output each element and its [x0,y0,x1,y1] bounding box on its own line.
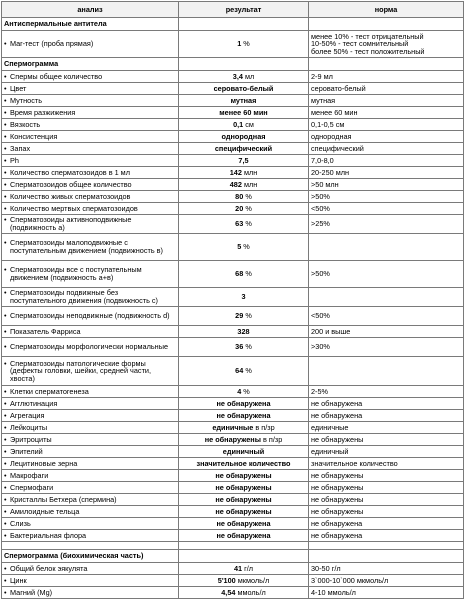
norm-cell [309,563,464,575]
norm-value: единичный [311,446,349,456]
result-cell [179,422,309,434]
analysis-name: • Бактериальная флора [4,532,176,540]
analysis-cell [2,191,179,203]
norm-cell [309,307,464,326]
result-value: 7,5 [238,155,249,165]
result-unit: мкмоль/л [237,575,270,585]
norm-value: менее 10% - тест отрицательный 10-50% - тест сомнительный более 50% - тест положительный [311,31,425,56]
analysis-name: • Цинк [4,577,176,585]
norm-cell [309,234,464,261]
result-cell [179,307,309,326]
table-row [2,434,464,446]
result-cell [179,215,309,234]
norm-cell [309,191,464,203]
norm-cell [309,31,464,58]
result-cell [179,410,309,422]
result-value: однородная [221,131,266,141]
norm-value: >50% [311,269,330,279]
table-row [2,155,464,167]
analysis-cell [2,530,179,542]
analysis-cell [2,338,179,357]
result-cell [179,326,309,338]
table-row [2,506,464,518]
table-row [2,179,464,191]
section-norm-empty [309,18,464,31]
norm-cell [309,518,464,530]
analysis-name: • Клетки сперматогенеза [4,388,176,396]
section-row [2,550,464,563]
norm-value: не обнаружена [311,410,363,420]
result-value: 142 [229,167,242,177]
result-unit: млн [243,167,258,177]
norm-cell [309,215,464,234]
result-unit: % [245,191,252,201]
result-cell [179,95,309,107]
result-value: 0,1 [233,119,244,129]
result-unit: г/л [244,563,254,573]
analysis-cell [2,234,179,261]
norm-value: не обнаружена [311,530,363,540]
result-cell [179,234,309,261]
result-cell [179,179,309,191]
table-row [2,587,464,599]
table-row [2,398,464,410]
table-row [2,357,464,386]
analysis-cell [2,398,179,410]
analysis-name: • Сперматозоиды малоподвижные с поступательным движением (подвижность в) [4,239,176,254]
result-cell [179,386,309,398]
result-value: 5 [237,242,242,252]
result-cell [179,71,309,83]
result-cell [179,470,309,482]
result-value: не обнаружены [215,506,272,516]
norm-cell [309,398,464,410]
analysis-cell [2,215,179,234]
analysis-name: • Ph [4,157,176,165]
analysis-name: • Запах [4,145,176,153]
analysis-name: • Количество живых сперматозоидов [4,193,176,201]
header-analysis: анализ [2,2,179,18]
result-unit: % [245,311,252,321]
norm-cell [309,357,464,386]
analysis-cell [2,575,179,587]
table-row [2,530,464,542]
result-cell [179,203,309,215]
table-row [2,288,464,307]
analysis-name: • Спермофаги [4,484,176,492]
result-value: 29 [235,311,244,321]
analysis-cell [2,131,179,143]
norm-cell [309,83,464,95]
norm-value: менее 60 мин [311,107,358,117]
norm-cell [309,587,464,599]
norm-cell [309,326,464,338]
result-cell [179,482,309,494]
norm-cell [309,143,464,155]
table-row [2,458,464,470]
result-cell [179,506,309,518]
result-value: 4,54 [221,587,236,597]
analysis-name: • Показатель Фарриса [4,328,176,336]
result-value: не обнаружены [215,470,272,480]
result-cell [179,261,309,288]
norm-cell [309,575,464,587]
norm-value: не обнаружены [311,434,364,444]
result-unit: см [245,119,254,129]
norm-cell [309,434,464,446]
norm-cell [309,338,464,357]
analysis-name: • Сперматозоиды морфологически нормальные [4,343,176,351]
analysis-name: • Сперматозоиды активноподвижные (подвижность а) [4,216,176,231]
result-cell [179,458,309,470]
norm-cell [309,410,464,422]
analysis-cell [2,261,179,288]
analysis-cell [2,587,179,599]
norm-value: не обнаружены [311,482,364,492]
norm-cell [309,458,464,470]
table-row [2,31,464,58]
result-value: 64 [235,366,244,376]
analysis-name: • Сперматозоидов общее количество [4,181,176,189]
result-value: 20 [235,203,244,213]
table-row [2,422,464,434]
norm-cell [309,386,464,398]
norm-cell [309,506,464,518]
analysis-name: • Общий белок эякулята [4,565,176,573]
table-row [2,410,464,422]
result-value: не обнаружена [216,518,271,528]
analysis-cell [2,83,179,95]
result-unit: % [243,39,250,49]
analysis-name: • Эритроциты [4,436,176,444]
result-cell [179,119,309,131]
norm-value: 7,0-8,0 [311,155,334,165]
norm-cell [309,155,464,167]
analysis-name: • Сперматозоиды подвижные без поступательного движения (подвижность с) [4,289,176,304]
analysis-name: • Сперматозоиды все с поступательным движением (подвижность а+в) [4,266,176,281]
norm-cell [309,179,464,191]
result-value: значительное количество [196,458,291,468]
analysis-cell [2,357,179,386]
norm-cell [309,119,464,131]
result-cell [179,587,309,599]
norm-cell [309,131,464,143]
analysis-name: • Магний (Mg) [4,589,176,597]
analysis-cell [2,179,179,191]
result-cell [179,131,309,143]
section-result-empty [179,550,309,563]
analysis-name: • Слизь [4,520,176,528]
analysis-name: • Цвет [4,85,176,93]
norm-cell [309,494,464,506]
result-value: 482 [229,179,242,189]
analysis-name: • Количество мертвых сперматозоидов [4,205,176,213]
norm-cell [309,482,464,494]
table-header-row [2,2,464,18]
spacer-cell [179,542,309,550]
norm-cell [309,95,464,107]
result-cell [179,434,309,446]
table-row [2,563,464,575]
norm-value: не обнаружены [311,470,364,480]
result-value: 5'100 [217,575,236,585]
result-cell [179,575,309,587]
result-value: 1 [237,39,242,49]
analysis-cell [2,458,179,470]
analysis-name: • Сперматозоиды патологические формы (дефекты головки, шейки, средней части, хвоста) [4,360,176,383]
result-unit: % [245,366,252,376]
result-cell [179,191,309,203]
analysis-cell [2,446,179,458]
analysis-cell [2,506,179,518]
norm-value: <50% [311,203,330,213]
result-cell [179,155,309,167]
section-title: Спермограмма [2,58,179,71]
norm-value: >50 млн [311,179,339,189]
result-cell [179,357,309,386]
result-value: единичные [212,422,254,432]
table-row [2,107,464,119]
result-unit: % [243,386,250,396]
analysis-name: • Эпителий [4,448,176,456]
result-value: не обнаружены [204,434,261,444]
norm-value: >30% [311,342,330,352]
norm-value: 4-10 ммоль/л [311,587,356,597]
result-value: 41 [233,563,243,573]
result-value: не обнаружена [216,410,271,420]
result-value: не обнаружены [215,482,272,492]
table-row [2,95,464,107]
analysis-cell [2,518,179,530]
analysis-cell [2,410,179,422]
norm-cell [309,107,464,119]
lab-results-table [1,1,464,599]
result-cell [179,143,309,155]
norm-cell [309,446,464,458]
result-cell [179,494,309,506]
section-row [2,58,464,71]
norm-value: <50% [311,311,330,321]
analysis-cell [2,143,179,155]
norm-value: мутная [311,95,336,105]
table-row [2,83,464,95]
result-unit: % [245,219,252,229]
result-cell [179,31,309,58]
result-value: 328 [237,326,250,336]
result-unit: млн [243,179,258,189]
section-title: Спермограмма (биохимическая часть) [2,550,179,563]
result-cell [179,338,309,357]
analysis-name: • Агглютинация [4,400,176,408]
analysis-cell [2,470,179,482]
analysis-cell [2,95,179,107]
result-cell [179,83,309,95]
section-norm-empty [309,550,464,563]
norm-cell [309,288,464,307]
table-row [2,119,464,131]
analysis-name: • Макрофаги [4,472,176,480]
header-norm: норма [309,2,464,18]
result-value: 63 [235,219,244,229]
table-row [2,307,464,326]
analysis-cell [2,563,179,575]
section-title: Антиспермальные антитела [2,18,179,31]
norm-value: 200 и выше [311,326,351,336]
result-unit: в п/зр [255,422,275,432]
result-value: серовато-белый [213,83,274,93]
analysis-cell [2,494,179,506]
norm-value: не обнаружены [311,506,364,516]
result-unit: % [245,342,252,352]
table-row [2,215,464,234]
norm-value: не обнаружена [311,518,363,528]
norm-cell [309,203,464,215]
norm-value: 20-250 млн [311,167,350,177]
norm-cell [309,261,464,288]
section-result-empty [179,18,309,31]
result-cell [179,167,309,179]
norm-cell [309,71,464,83]
result-cell [179,398,309,410]
norm-value: >50% [311,191,330,201]
norm-value: значительное количество [311,458,398,468]
analysis-cell [2,434,179,446]
analysis-name: • Сперматозоиды неподвижные (подвижность d) [4,312,176,320]
table-row [2,261,464,288]
analysis-name: • Кристаллы Бетхера (спермина) [4,496,176,504]
result-value: 4 [237,386,242,396]
spacer-row [2,542,464,550]
analysis-name: • Мутность [4,97,176,105]
analysis-cell [2,31,179,58]
spacer-cell [309,542,464,550]
analysis-name: • Mar-тест (проба прямая) [4,40,176,48]
result-cell [179,518,309,530]
section-row [2,18,464,31]
table-row [2,326,464,338]
analysis-name: • Консистенция [4,133,176,141]
result-value: менее 60 мин [219,107,268,117]
table-row [2,191,464,203]
norm-value: 0,1-0,5 см [311,119,345,129]
norm-cell [309,422,464,434]
table-row [2,71,464,83]
analysis-cell [2,288,179,307]
norm-value: единичные [311,422,349,432]
result-value: специфический [214,143,273,153]
result-value: мутная [230,95,257,105]
analysis-cell [2,71,179,83]
lab-results-body [2,2,464,599]
result-cell [179,107,309,119]
table-row [2,386,464,398]
norm-value: 30-50 г/л [311,563,341,573]
analysis-name: • Лейкоциты [4,424,176,432]
norm-value: специфический [311,143,364,153]
analysis-name: • Агрегация [4,412,176,420]
table-row [2,167,464,179]
analysis-name: • Время разжижения [4,109,176,117]
result-unit: % [245,203,252,213]
analysis-name: • Вязкость [4,121,176,129]
result-cell [179,288,309,307]
header-result: результат [179,2,309,18]
norm-value: 2-5% [311,386,329,396]
result-unit: мл [244,71,255,81]
analysis-name: • Спермы общее количество [4,73,176,81]
table-row [2,575,464,587]
norm-value: 2-9 мл [311,71,333,81]
norm-value: однородная [311,131,352,141]
result-value: 3 [241,292,246,302]
analysis-cell [2,119,179,131]
analysis-cell [2,386,179,398]
table-row [2,131,464,143]
table-row [2,338,464,357]
norm-cell [309,470,464,482]
result-value: 80 [235,191,244,201]
analysis-name: • Амилоидные тельца [4,508,176,516]
norm-value: не обнаружены [311,494,364,504]
table-row [2,143,464,155]
result-value: не обнаружена [216,530,271,540]
result-unit: % [243,242,250,252]
result-value: единичный [222,446,265,456]
norm-value: серовато-белый [311,83,366,93]
table-row [2,203,464,215]
analysis-cell [2,307,179,326]
analysis-cell [2,326,179,338]
analysis-cell [2,482,179,494]
result-value: 36 [235,342,244,352]
table-row [2,470,464,482]
spacer-cell [2,542,179,550]
norm-value: >25% [311,219,330,229]
result-unit: ммоль/л [237,587,266,597]
norm-value: не обнаружена [311,398,363,408]
norm-value: 3`000-10`000 мкмоль/л [311,575,389,585]
section-norm-empty [309,58,464,71]
table-row [2,494,464,506]
result-value: 68 [235,269,244,279]
analysis-name: • Количество сперматозоидов в 1 мл [4,169,176,177]
table-row [2,446,464,458]
result-cell [179,530,309,542]
section-result-empty [179,58,309,71]
result-value: не обнаружена [216,398,271,408]
result-unit: % [245,269,252,279]
analysis-cell [2,107,179,119]
norm-cell [309,530,464,542]
analysis-cell [2,167,179,179]
table-row [2,234,464,261]
table-row [2,518,464,530]
analysis-name: • Лецитиновые зерна [4,460,176,468]
norm-cell [309,167,464,179]
result-cell [179,563,309,575]
result-value: 3,4 [232,71,243,81]
result-cell [179,446,309,458]
analysis-cell [2,155,179,167]
table-row [2,482,464,494]
analysis-cell [2,422,179,434]
analysis-cell [2,203,179,215]
result-value: не обнаружены [215,494,272,504]
result-unit: в п/зр [262,434,283,444]
